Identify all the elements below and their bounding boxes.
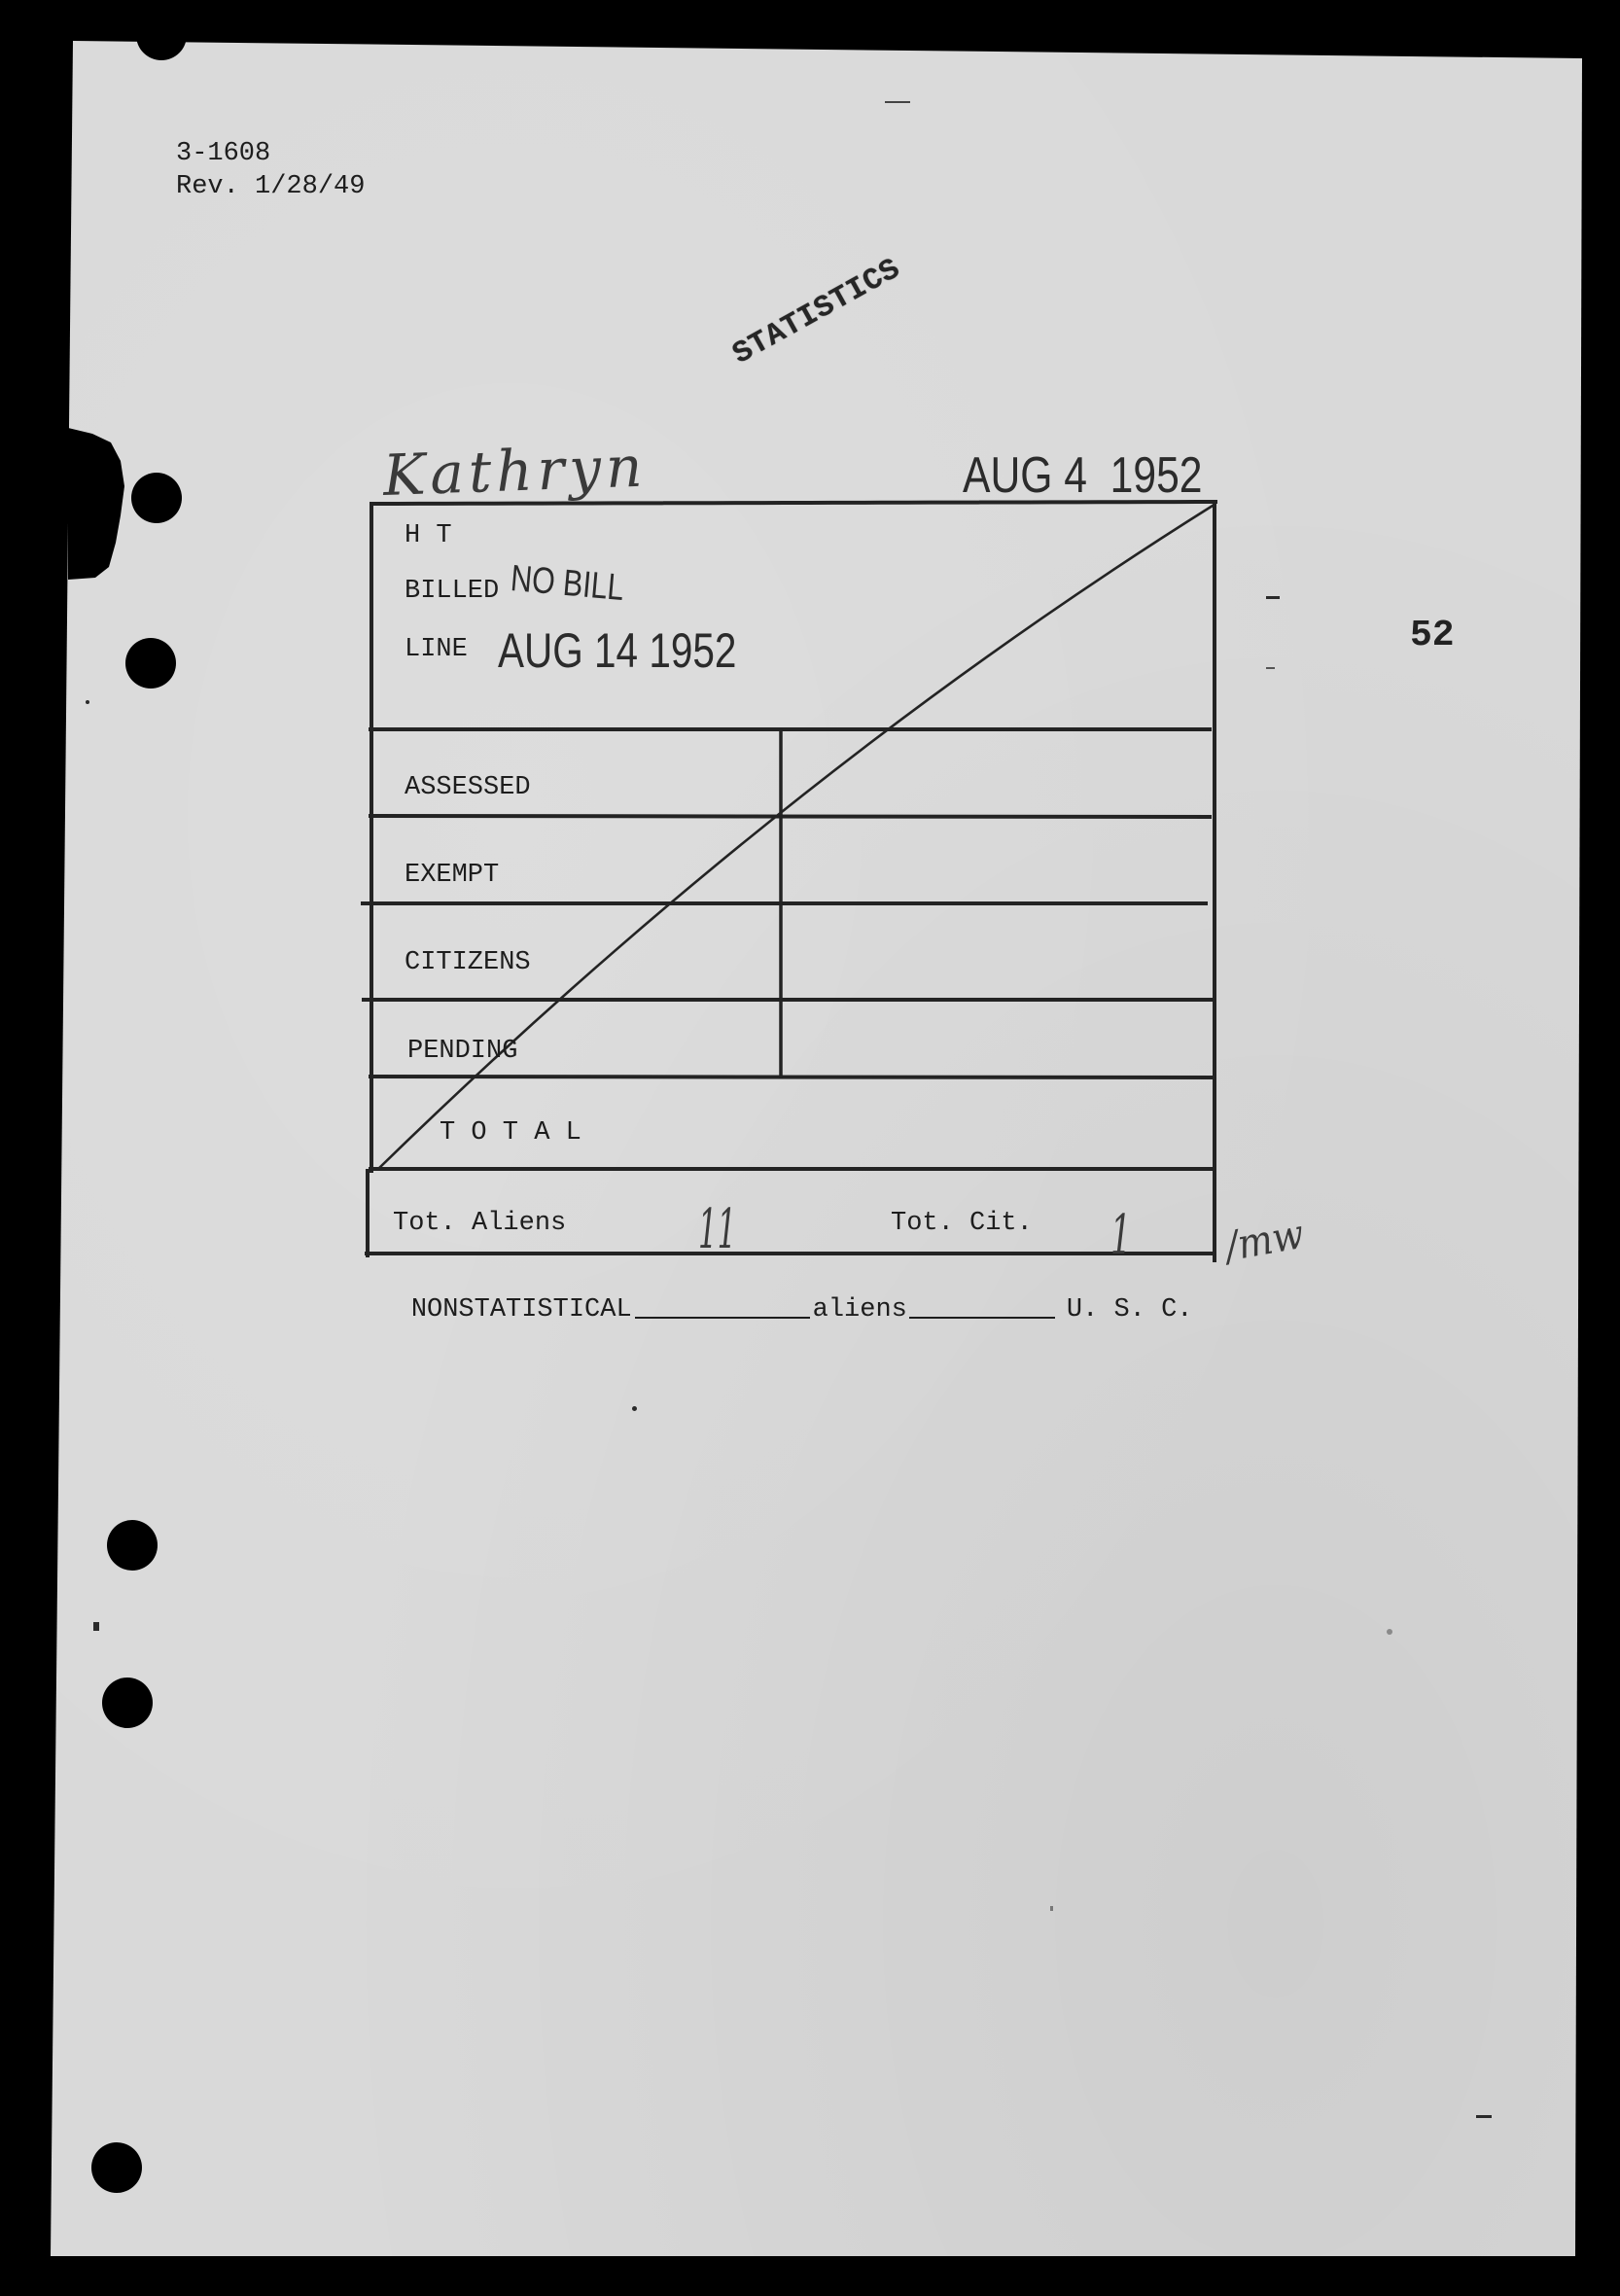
usc-label: U. S. C. xyxy=(1066,1295,1193,1325)
tot-aliens-value: 11 xyxy=(698,1198,737,1261)
row-label-citizens: CITIZENS xyxy=(405,948,531,977)
punch-hole-top-edge xyxy=(136,10,187,60)
total-label: T O T A L xyxy=(440,1118,581,1148)
page-number: 52 xyxy=(1410,615,1455,656)
received-date-stamp: AUG 4 1952 xyxy=(963,447,1203,504)
row-label-pending: PENDING xyxy=(407,1037,518,1066)
handwritten-initials: /mw xyxy=(1221,1210,1308,1271)
punch-hole xyxy=(131,473,182,523)
form-revision: Rev. 1/28/49 xyxy=(176,172,366,201)
ink-speck xyxy=(93,1622,99,1631)
nonstatistical-label: NONSTATISTICAL xyxy=(410,1295,632,1325)
nonstatistical-line xyxy=(348,1271,1193,1350)
ink-speck xyxy=(1266,596,1280,599)
ink-speck xyxy=(885,101,910,103)
tot-cit-label: Tot. Cit. xyxy=(891,1209,1033,1238)
handwritten-name: Kathryn xyxy=(381,433,649,509)
punch-hole xyxy=(125,638,176,689)
tot-aliens-label: Tot. Aliens xyxy=(393,1209,567,1238)
form-number: 3-1608 xyxy=(176,139,271,168)
ink-speck xyxy=(1266,667,1275,669)
row-label-exempt: EXEMPT xyxy=(405,861,500,890)
ht-label: H T xyxy=(405,521,452,550)
line-date-stamp: AUG 14 1952 xyxy=(498,623,737,678)
statistics-stamp: STATISTICS xyxy=(726,252,907,372)
tot-cit-value: 1 xyxy=(1110,1204,1132,1267)
ink-speck xyxy=(632,1406,637,1411)
paper-sheet xyxy=(51,41,1582,2256)
billed-label: BILLED xyxy=(405,577,500,606)
punch-hole xyxy=(102,1678,153,1728)
line-label: LINE xyxy=(405,635,468,664)
no-bill-stamp: NO BILL xyxy=(509,558,626,610)
ink-speck xyxy=(86,700,89,704)
punch-hole xyxy=(91,2142,142,2193)
nonstatistical-usc-blank xyxy=(909,1316,1055,1319)
punch-hole xyxy=(107,1520,158,1571)
ink-speck xyxy=(1387,1629,1392,1635)
aliens-label: aliens xyxy=(812,1295,907,1325)
nonstatistical-aliens-blank xyxy=(635,1316,810,1319)
ink-speck xyxy=(1476,2115,1492,2118)
ink-speck xyxy=(1050,1906,1053,1911)
row-label-assessed: ASSESSED xyxy=(405,773,531,802)
